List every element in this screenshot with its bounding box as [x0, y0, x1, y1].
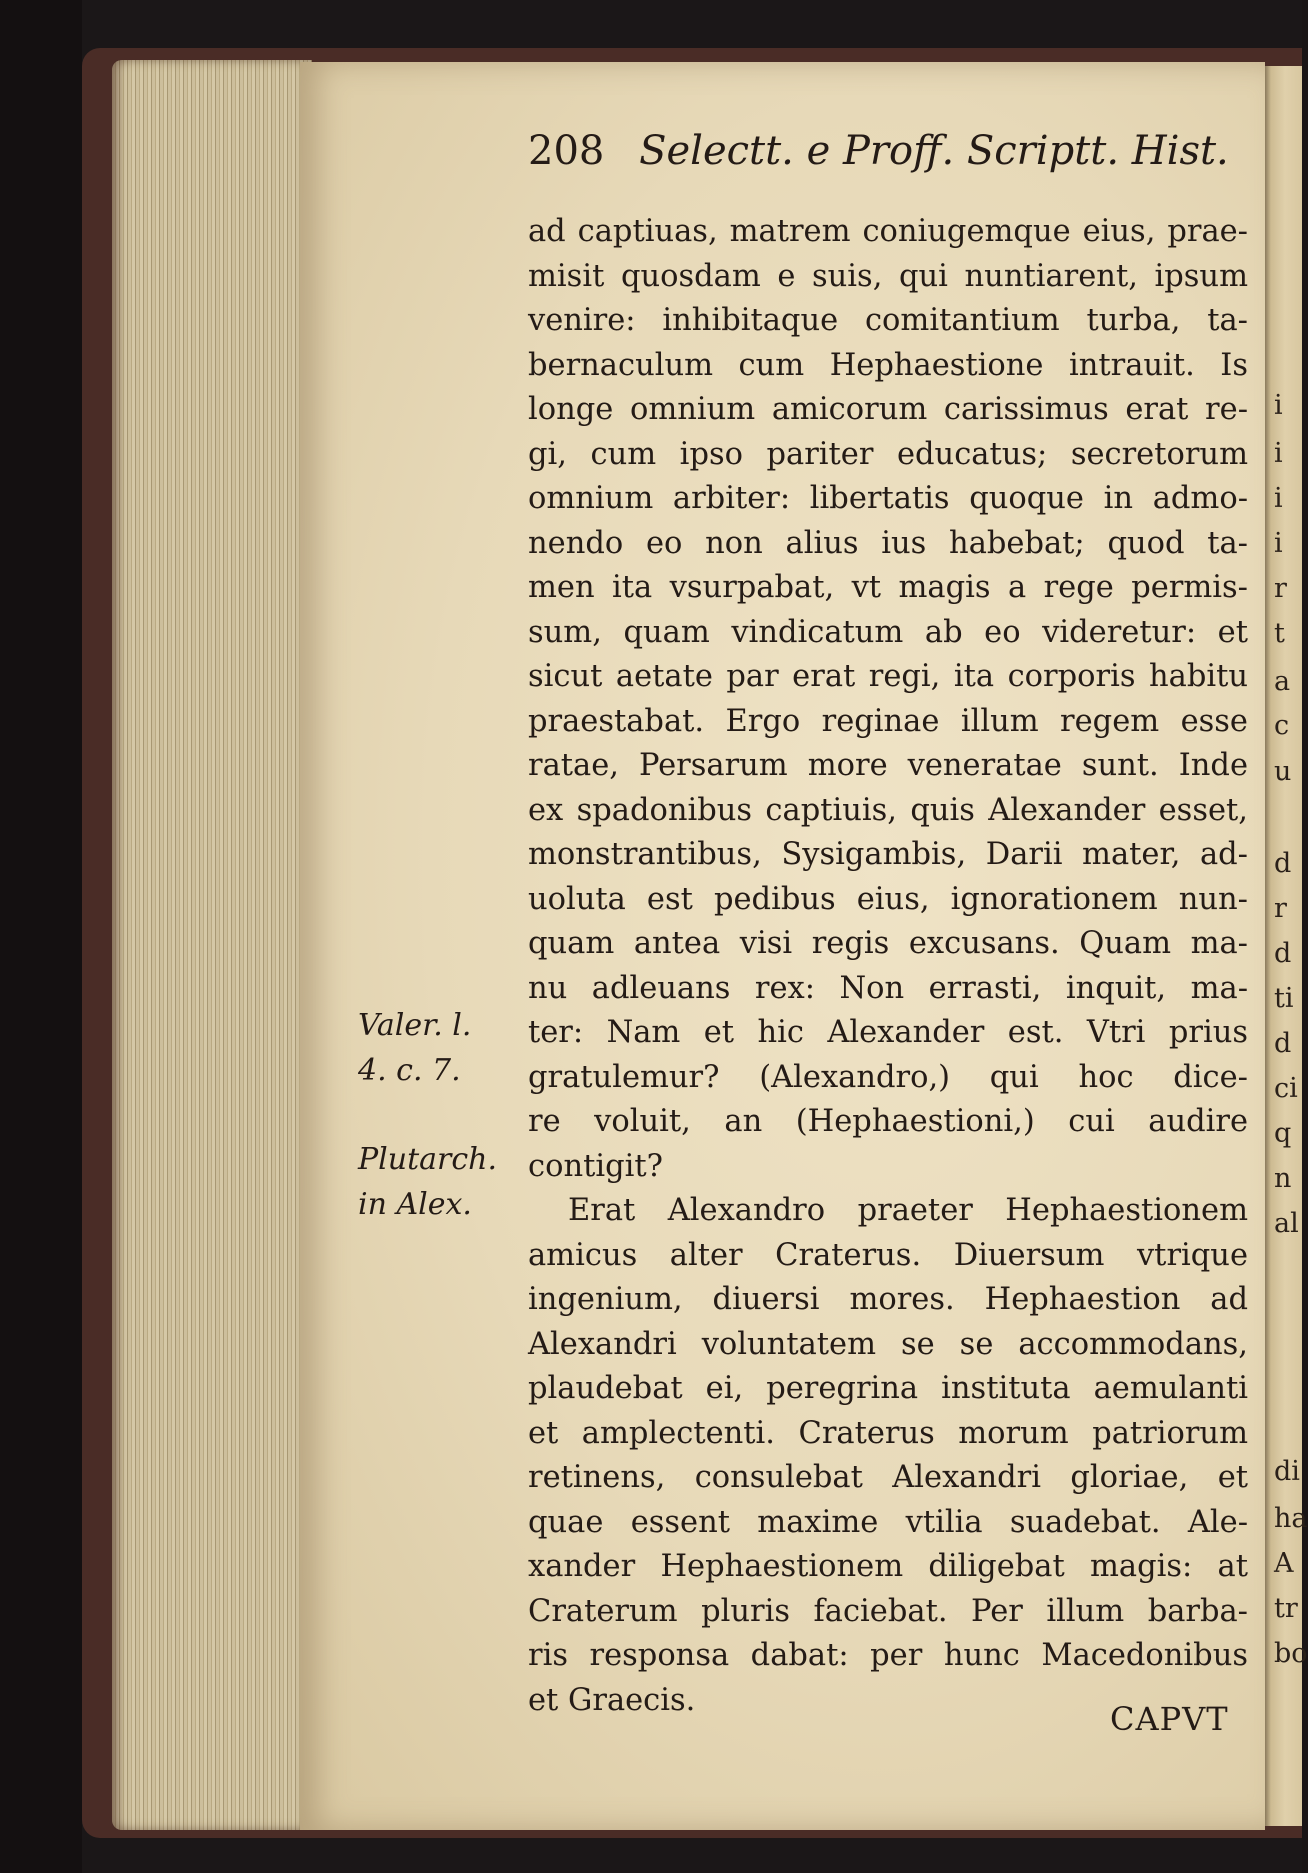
facing-page-letter: q: [1274, 1118, 1292, 1149]
text-line: nendo eo non alius ius habebat; quod ta-: [528, 525, 1248, 561]
text-line: sum, quam vindicatum ab eo videretur: et: [528, 614, 1248, 650]
text-line: et Graecis.: [528, 1682, 696, 1718]
facing-page-fragments: [1270, 0, 1308, 1873]
facing-page-letter: t: [1274, 618, 1285, 649]
text-line: ex spadonibus captiuis, quis Alexander esset,: [528, 792, 1248, 828]
facing-page-letter: r: [1274, 573, 1287, 604]
text-line: venire: inhibitaque comitantium turba, ta-: [528, 303, 1248, 338]
facing-page-letter: i: [1274, 528, 1283, 559]
facing-page-letter: c: [1274, 710, 1290, 741]
margin-note-line: Valer. l.: [358, 1008, 472, 1043]
text-line: monstrantibus, Sysigambis, Darii mater, ad-: [528, 837, 1248, 872]
text-line: ratae, Persarum more veneratae sunt. Inde: [528, 748, 1248, 783]
running-header: [528, 128, 1229, 184]
margin-note-line: Plutarch.: [358, 1142, 498, 1177]
margin-note-line: in Alex.: [358, 1186, 472, 1222]
text-line: plaudebat ei, peregrina instituta aemulanti: [528, 1371, 1248, 1406]
text-line: ad captiuas, matrem coniugemque eius, prae-: [528, 214, 1248, 249]
text-line: et amplectenti. Craterus morum patriorum: [528, 1415, 1248, 1451]
running-title: Selectt. e Proff. Scriptt. Hist.: [639, 128, 1229, 174]
text-line: ter: Nam et hic Alexander est. Vtri prius: [528, 1015, 1248, 1050]
facing-page-letter: u: [1274, 756, 1292, 787]
text-line: ris responsa dabat: per hunc Macedonibus: [528, 1638, 1248, 1673]
text-line: bernaculum cum Hephaestione intrauit. Is: [528, 347, 1248, 383]
text-line: gi, cum ipso pariter educatus; secretorum: [528, 436, 1248, 472]
margin-note-valer: [358, 1004, 518, 1093]
page-number: 208: [528, 128, 605, 174]
text-line: uoluta est pedibus eius, ignorationem nun-: [528, 881, 1248, 917]
text-line: Craterum pluris faciebat. Per illum barba-: [528, 1593, 1248, 1629]
body-text: [528, 210, 1248, 1723]
text-line: misit quosdam e suis, qui nuntiarent, ipsum: [528, 258, 1248, 294]
facing-page-letter: d: [1274, 938, 1292, 969]
facing-page-letter: n: [1274, 1163, 1292, 1194]
facing-page-letter: d: [1274, 1028, 1292, 1059]
facing-page-letter: ci: [1274, 1073, 1298, 1104]
facing-page-letter: ti: [1274, 983, 1294, 1014]
facing-page-letter: i: [1274, 390, 1283, 421]
page-edges: [112, 60, 312, 1830]
text-line: retinens, consulebat Alexandri gloriae, et: [528, 1460, 1248, 1495]
catchword: CAPVT: [1110, 1700, 1229, 1738]
text-line: men ita vsurpabat, vt magis a rege permis-: [528, 570, 1248, 605]
facing-page-letter: a: [1274, 666, 1291, 697]
facing-page-letter: ha: [1274, 1503, 1308, 1534]
text-line: quam antea visi regis excusans. Quam ma-: [528, 926, 1248, 961]
facing-page-letter: r: [1274, 893, 1287, 924]
facing-page-letter: A: [1274, 1548, 1294, 1579]
text-line: re voluit, an (Hephaestioni,) cui audire: [528, 1104, 1248, 1139]
text-line: quae essent maxime vtilia suadebat. Ale-: [528, 1504, 1248, 1540]
text-line: gratulemur? (Alexandro,) qui hoc dice-: [528, 1059, 1248, 1095]
text-line: Alexandri voluntatem se se accommodans,: [528, 1326, 1248, 1362]
facing-page-letter: i: [1274, 483, 1283, 514]
text-line: Erat Alexandro praeter Hephaestionem: [568, 1193, 1248, 1228]
text-line: contigit?: [528, 1148, 663, 1184]
margin-note-plutarch: [358, 1138, 518, 1227]
facing-page-letter: di: [1274, 1456, 1300, 1487]
background-dark: [0, 0, 82, 1873]
text-line: omnium arbiter: libertatis quoque in admo-: [528, 481, 1248, 516]
text-line: nu adleuans rex: Non errasti, inquit, ma-: [528, 970, 1248, 1006]
text-line: praestabat. Ergo reginae illum regem esse: [528, 703, 1248, 739]
text-line: ingenium, diuersi mores. Hephaestion ad: [528, 1282, 1248, 1317]
text-line: xander Hephaestionem diligebat magis: at: [528, 1549, 1248, 1584]
facing-page-letter: tr: [1274, 1593, 1298, 1624]
facing-page-letter: i: [1274, 438, 1283, 469]
text-line: amicus alter Craterus. Diuersum vtrique: [528, 1237, 1248, 1273]
facing-page-letter: bo: [1274, 1638, 1308, 1669]
margin-note-line: 4. c. 7.: [358, 1052, 461, 1088]
text-line: sicut aetate par erat regi, ita corporis habitu: [528, 659, 1248, 694]
text-line: longe omnium amicorum carissimus erat re-: [528, 392, 1248, 427]
facing-page-letter: al: [1274, 1208, 1299, 1239]
facing-page-letter: d: [1274, 848, 1292, 879]
